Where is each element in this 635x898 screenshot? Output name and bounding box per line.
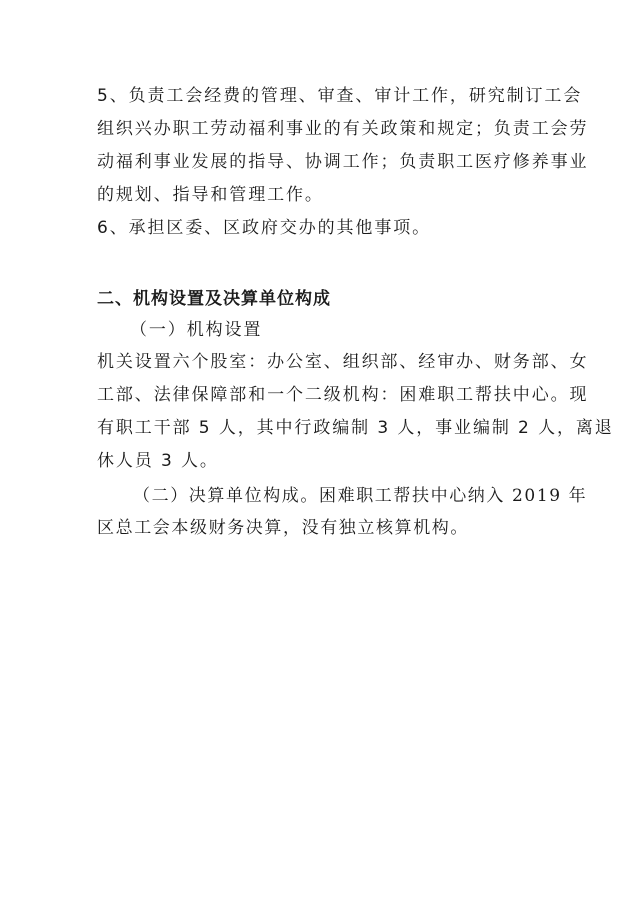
paragraph-line: 6、承担区委、区政府交办的其他事项。 bbox=[97, 218, 432, 238]
paragraph-line: 休人员 3 人。 bbox=[97, 451, 219, 471]
paragraph-line: 区总工会本级财务决算，没有独立核算机构。 bbox=[97, 518, 469, 538]
paragraph-line: 动福利事业发展的指导、协调工作；负责职工医疗修养事业 bbox=[97, 152, 589, 172]
subsection-heading: （一）机构设置 bbox=[130, 320, 263, 340]
paragraph-line: 的规划、指导和管理工作。 bbox=[97, 185, 324, 205]
section-heading: 二、机构设置及决算单位构成 bbox=[97, 289, 331, 309]
paragraph-line: 机关设置六个股室：办公室、组织部、经审办、财务部、女 bbox=[97, 352, 589, 372]
paragraph-line: 5、负责工会经费的管理、审查、审计工作，研究制订工会 bbox=[97, 86, 583, 106]
paragraph-line: 有职工干部 5 人，其中行政编制 3 人，事业编制 2 人，离退 bbox=[97, 418, 614, 438]
paragraph-line: 工部、法律保障部和一个二级机构：困难职工帮扶中心。现 bbox=[97, 385, 589, 405]
paragraph-line: （二）决算单位构成。困难职工帮扶中心纳入 2019 年 bbox=[133, 486, 588, 506]
paragraph-line: 组织兴办职工劳动福利事业的有关政策和规定；负责工会劳 bbox=[97, 119, 589, 139]
